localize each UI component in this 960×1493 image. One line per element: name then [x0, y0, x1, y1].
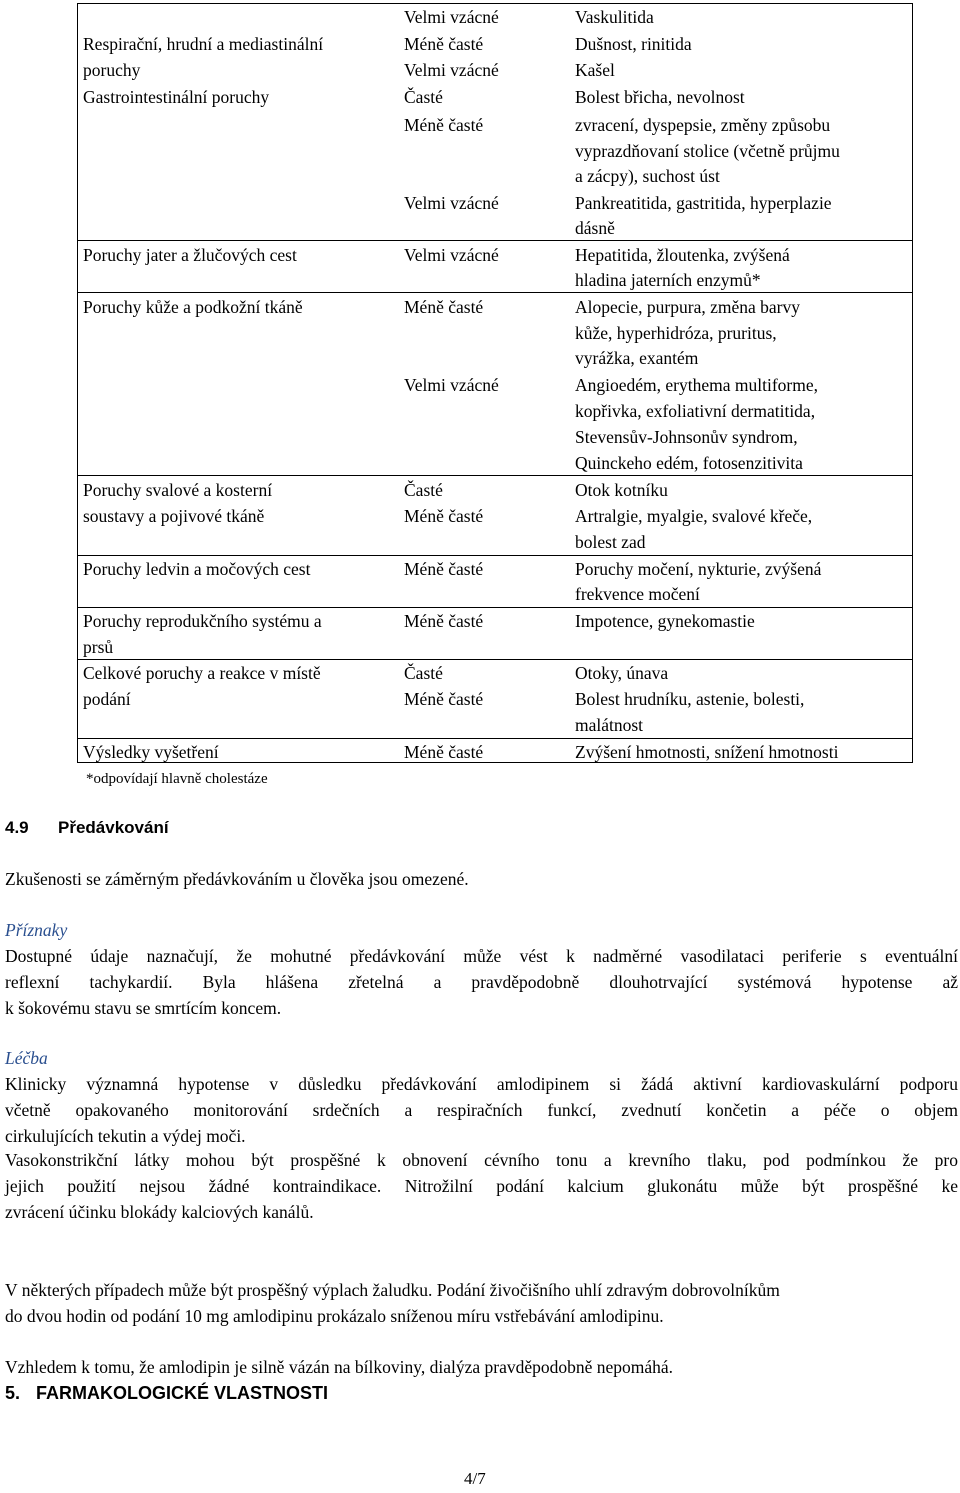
table-row-divider: [77, 240, 913, 241]
intro-paragraph: Zkušenosti se záměrným předávkováním u člověka jsou omezené.: [5, 869, 469, 889]
paragraph-line: do dvou hodin od podání 10 mg amlodipinu prokázalo sníženou míru vstřebávání amlodipinu.: [5, 1306, 664, 1326]
paragraph-line: zvrácení účinku blokády kalciových kanálů.: [5, 1202, 314, 1222]
symptoms-heading: Příznaky: [5, 920, 68, 940]
effect-cell: Dušnost, rinitida: [575, 34, 692, 54]
paragraph-line: včetně opakovaného monitorování srdečních a respiračních funkcí, zvednutí končetin a péče o objem: [5, 1100, 958, 1120]
frequency-cell: Velmi vzácné: [404, 7, 499, 27]
frequency-cell: Méně časté: [404, 611, 484, 631]
organ-class-cell: prsů: [83, 637, 114, 657]
section-5-title: FARMAKOLOGICKÉ VLASTNOSTI: [36, 1383, 328, 1403]
section-5-number: 5.: [5, 1383, 21, 1403]
effect-cell: Otoky, únava: [575, 663, 669, 683]
organ-class-cell: Poruchy ledvin a močových cest: [83, 559, 311, 579]
effect-cell: Artralgie, myalgie, svalové křeče,: [575, 506, 813, 526]
lavage-paragraph: [5, 1277, 958, 1329]
effect-cell: zvracení, dyspepsie, změny způsobu: [575, 115, 831, 135]
frequency-cell: Časté: [404, 480, 443, 500]
organ-class-cell: Poruchy reprodukčního systému a: [83, 611, 322, 631]
organ-class-cell: Poruchy kůže a podkožní tkáně: [83, 297, 303, 317]
effect-cell: frekvence močení: [575, 584, 700, 604]
symptoms-paragraph: [5, 943, 958, 1021]
paragraph-line: Vasokonstrikční látky mohou být prospěšné k obnovení cévního tonu a krevního tlaku, pod podmínkou že pro: [5, 1150, 958, 1170]
effect-cell: vyrážka, exantém: [575, 348, 699, 368]
organ-class-cell: poruchy: [83, 60, 141, 80]
effect-cell: Poruchy močení, nykturie, zvýšená: [575, 559, 822, 579]
organ-class-cell: podání: [83, 689, 131, 709]
page-number: 4/7: [464, 1469, 486, 1488]
effect-cell: malátnost: [575, 715, 644, 735]
effect-cell: Quinckeho edém, fotosenzitivita: [575, 453, 803, 473]
organ-class-cell: Celkové poruchy a reakce v místě: [83, 663, 321, 683]
section-number: 4.9: [5, 818, 29, 837]
frequency-cell: Méně časté: [404, 506, 484, 526]
organ-class-cell: Gastrointestinální poruchy: [83, 87, 270, 107]
treatment-heading: Léčba: [5, 1048, 48, 1068]
frequency-cell: Velmi vzácné: [404, 245, 499, 265]
effect-cell: vyprazdňovaní stolice (včetně průjmu: [575, 141, 840, 161]
frequency-cell: Časté: [404, 663, 443, 683]
effect-cell: Zvýšení hmotnosti, snížení hmotnosti: [575, 742, 839, 762]
table-row-divider: [77, 292, 913, 293]
frequency-cell: Méně časté: [404, 689, 484, 709]
frequency-cell: Velmi vzácné: [404, 60, 499, 80]
section-title: Předávkování: [58, 818, 169, 837]
effect-cell: Bolest břicha, nevolnost: [575, 87, 745, 107]
effect-cell: kopřivka, exfoliativní dermatitida,: [575, 401, 816, 421]
frequency-cell: Časté: [404, 87, 443, 107]
organ-class-cell: Respirační, hrudní a mediastinální: [83, 34, 324, 54]
paragraph-line: cirkulujících tekutin a výdej moči.: [5, 1126, 246, 1146]
frequency-cell: Méně časté: [404, 559, 484, 579]
paragraph-line: Dostupné údaje naznačují, že mohutné předávkování může vést k nadměrné vasodilataci periferie s eventuální: [5, 946, 958, 966]
paragraph-line: reflexní tachykardií. Byla hlášena zřetelná a pravděpodobně dlouhotrvající systémová hypotense až: [5, 972, 958, 992]
frequency-cell: Méně časté: [404, 742, 484, 762]
frequency-cell: Méně časté: [404, 297, 484, 317]
frequency-cell: Méně časté: [404, 34, 484, 54]
paragraph-line: Klinicky významná hypotense v důsledku předávkování amlodipinem si žádá aktivní kardiovaskulární podporu: [5, 1074, 958, 1094]
vasoconstrictor-paragraph: [5, 1147, 958, 1225]
effect-cell: Alopecie, purpura, změna barvy: [575, 297, 800, 317]
dialysis-paragraph: Vzhledem k tomu, že amlodipin je silně vázán na bílkoviny, dialýza pravděpodobně nepomáhá.: [5, 1357, 674, 1377]
effect-cell: bolest zad: [575, 532, 646, 552]
table-footnote: *odpovídají hlavně cholestáze: [86, 771, 268, 787]
effect-cell: Kašel: [575, 60, 615, 80]
frequency-cell: Velmi vzácné: [404, 193, 499, 213]
organ-class-cell: Poruchy jater a žlučových cest: [83, 245, 297, 265]
organ-class-cell: Poruchy svalové a kosterní: [83, 480, 273, 500]
effect-cell: Hepatitida, žloutenka, zvýšená: [575, 245, 790, 265]
paragraph-line: V některých případech může být prospěšný výplach žaludku. Podání živočišního uhlí zdravým dobrovolníkům: [5, 1280, 780, 1300]
effect-cell: Otok kotníku: [575, 480, 668, 500]
organ-class-cell: soustavy a pojivové tkáně: [83, 506, 265, 526]
effect-cell: Angioedém, erythema multiforme,: [575, 375, 818, 395]
effect-cell: Impotence, gynekomastie: [575, 611, 755, 631]
effect-cell: hladina jaterních enzymů*: [575, 270, 761, 290]
effect-cell: Bolest hrudníku, astenie, bolesti,: [575, 689, 805, 709]
effect-cell: kůže, hyperhidróza, pruritus,: [575, 323, 777, 343]
organ-class-cell: Výsledky vyšetření: [83, 742, 219, 762]
effect-cell: a zácpy), suchost úst: [575, 166, 720, 186]
frequency-cell: Velmi vzácné: [404, 375, 499, 395]
effect-cell: Vaskulitida: [575, 7, 654, 27]
effect-cell: dásně: [575, 218, 615, 238]
effect-cell: Pankreatitida, gastritida, hyperplazie: [575, 193, 832, 213]
effect-cell: Stevensův-Johnsonův syndrom,: [575, 427, 798, 447]
paragraph-line: k šokovému stavu se smrtícím koncem.: [5, 998, 282, 1018]
paragraph-line: jejich použití nejsou žádné kontraindikace. Nitrožilní podání kalcium glukonátu může být prospěšné ke: [5, 1176, 958, 1196]
frequency-cell: Méně časté: [404, 115, 484, 135]
treatment-paragraph: [5, 1071, 958, 1149]
